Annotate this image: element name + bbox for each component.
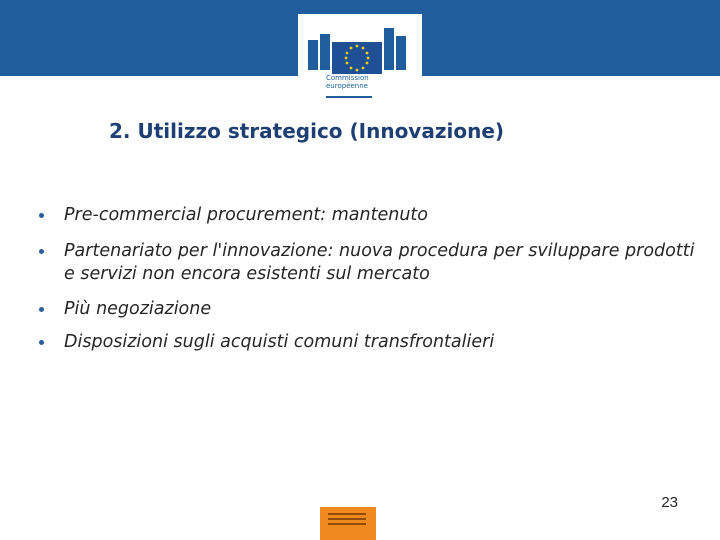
badge-lines xyxy=(328,513,366,528)
bullet-text: Pre-commercial procurement: mantenuto xyxy=(64,205,428,225)
slide-title: 2. Utilizzo strategico (Innovazione) xyxy=(109,119,505,143)
logo-caption xyxy=(326,74,406,90)
bullet-item xyxy=(30,298,700,321)
logo-caption-line1: Commission xyxy=(326,74,369,82)
bullet-dot-icon xyxy=(39,307,44,312)
page-number: 23 xyxy=(661,494,678,511)
logo-caption-line2: européenne xyxy=(326,82,368,90)
bullet-dot-icon xyxy=(39,249,44,254)
logo-underline xyxy=(326,96,372,98)
bullet-dot-icon xyxy=(39,213,44,218)
bullet-text: Partenariato per l'innovazione: nuova procedura per sviluppare prodotti e servizi non encora esistenti sul mercato xyxy=(64,241,695,284)
commission-service-badge-icon xyxy=(320,507,376,540)
bullet-text: Più negoziazione xyxy=(64,299,212,319)
bullet-list xyxy=(30,204,700,354)
bullet-item xyxy=(30,204,700,227)
european-commission-logo xyxy=(298,14,422,100)
bullet-item xyxy=(30,240,700,286)
bullet-item xyxy=(30,331,700,354)
bullet-dot-icon xyxy=(39,340,44,345)
bullet-text: Disposizioni sugli acquisti comuni transfrontalieri xyxy=(64,332,495,352)
